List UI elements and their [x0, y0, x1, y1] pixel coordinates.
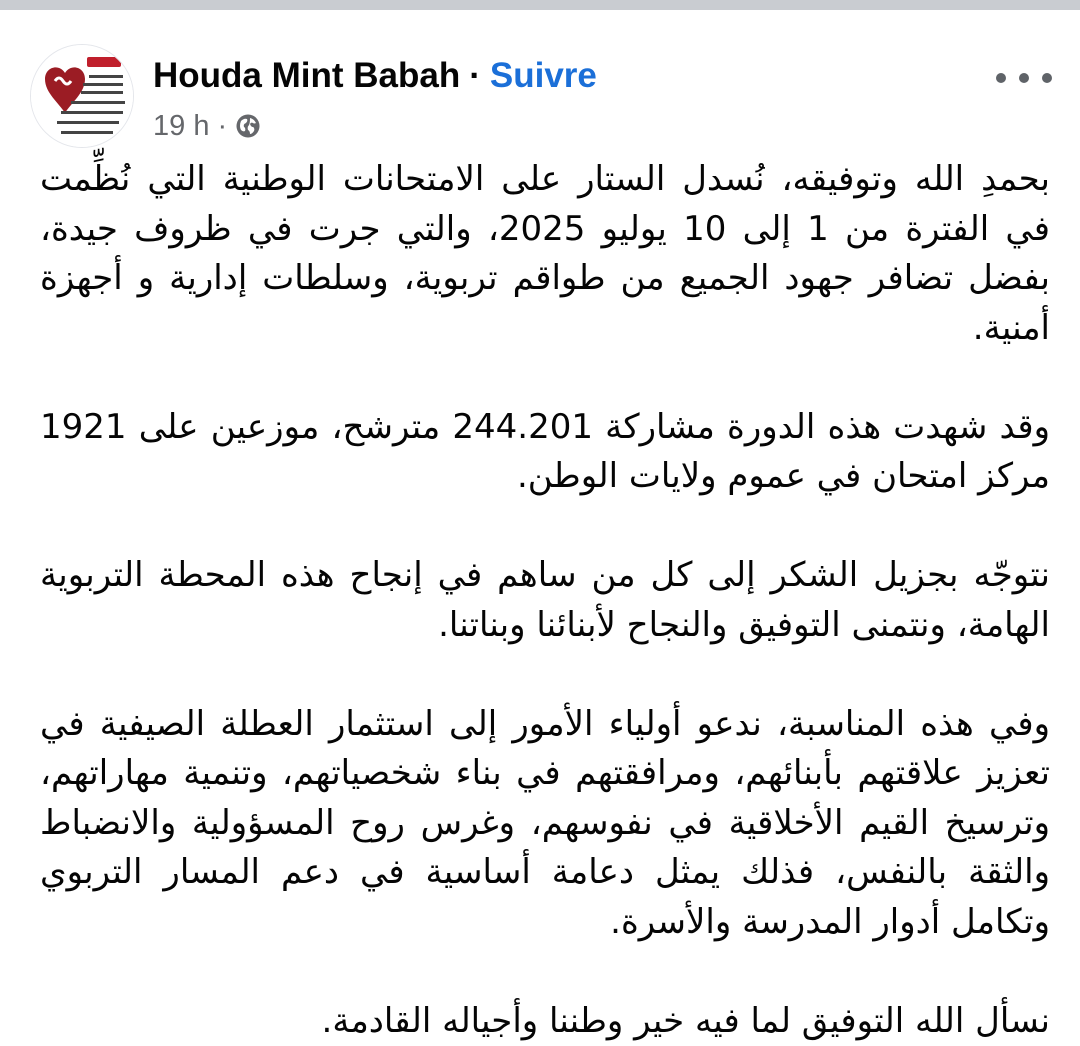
post-meta	[153, 108, 261, 144]
meta-separator: ·	[217, 110, 227, 143]
post-paragraph: بحمدِ الله وتوفيقه، نُسدل الستار على الامتحانات الوطنية التي نُظِّمت في الفترة من 1 إلى 10 يوليو 2025، والتي جرت في ظروف جيدة، بفضل تضافر جهود الجميع من طواقم تربوية، وسلطات إدارية و أجهزة أمنية.	[40, 155, 1050, 353]
more-options-dot	[1019, 73, 1029, 83]
post-paragraph: وقد شهدت هذه الدورة مشاركة 244.201 مترشح، موزعين على 1921 مركز امتحان في عموم ولايات الوطن.	[40, 403, 1050, 502]
more-options-dot	[996, 73, 1006, 83]
globe-icon[interactable]	[235, 113, 261, 139]
post-header	[0, 10, 1080, 150]
post-paragraph: نسأل الله التوفيق لما فيه خير وطننا وأجياله القادمة.	[40, 997, 1050, 1046]
post-timestamp[interactable]: 19 h	[153, 110, 209, 143]
author-line	[153, 54, 597, 98]
more-options-icon[interactable]	[996, 64, 1052, 92]
follow-button[interactable]: Suivre	[490, 56, 597, 96]
name-separator: ·	[469, 56, 481, 96]
post-paragraph: نتوجّه بجزيل الشكر إلى كل من ساهم في إنجاح هذه المحطة التربوية الهامة، ونتمنى التوفيق والنجاح لأبنائنا وبناتنا.	[40, 551, 1050, 650]
profile-photo-heart-poem-icon	[31, 45, 134, 148]
more-options-dot	[1042, 73, 1052, 83]
top-divider-strip	[0, 0, 1080, 10]
author-avatar[interactable]	[30, 44, 134, 148]
post-paragraph: وفي هذه المناسبة، ندعو أولياء الأمور إلى استثمار العطلة الصيفية في تعزيز علاقتهم بأبنائهم، ومرافقتهم في بناء شخصياتهم، وتنمية مهاراتهم، وترسيخ القيم الأخلاقية في نفوسهم، وغرس روح المسؤولية والانضباط والثقة بالنفس، فذلك يمثل دعامة أساسية في دعم المسار التربوي وتكامل أدوار المدرسة والأسرة.	[40, 700, 1050, 948]
author-name[interactable]: Houda Mint Babah	[153, 56, 460, 96]
post-body	[40, 155, 1050, 1046]
